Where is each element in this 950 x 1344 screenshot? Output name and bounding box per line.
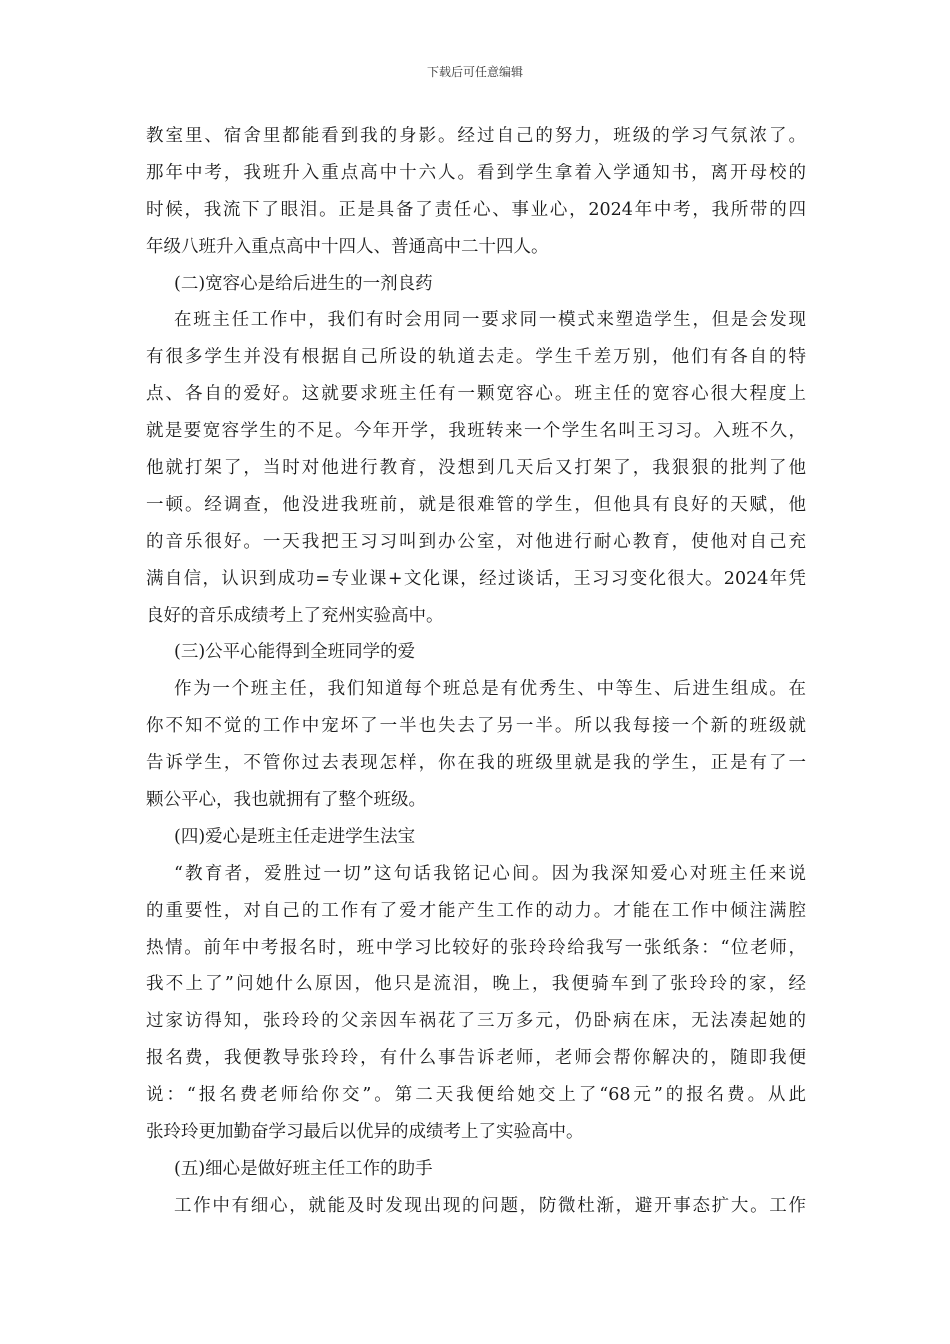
text-line: “教育者，爱胜过一切”这句话我铭记心间。因为我深知爱心对班主任来说 xyxy=(174,863,806,884)
section-heading: (四)爱心是班主任走进学生法宝 xyxy=(174,826,416,847)
text-line: 我不上了”问她什么原因，他只是流泪，晚上，我便骑车到了张玲玲的家，经 xyxy=(146,974,806,995)
text-line: 年级八班升入重点高中十四人、普通高中二十四人。 xyxy=(146,236,549,257)
text-line: 工作中有细心，就能及时发现出现的问题，防微杜渐，避开事态扩大。工作 xyxy=(174,1195,806,1216)
text-line: 张玲玲更加勤奋学习最后以优异的成绩考上了实验高中。 xyxy=(146,1122,584,1143)
text-line: 说：“报名费老师给你交”。第二天我便给她交上了“68元”的报名费。从此 xyxy=(146,1085,806,1106)
text-line: 教室里、宿舍里都能看到我的身影。经过自己的努力，班级的学习气氛浓了。 xyxy=(146,126,806,146)
text-line: 作为一个班主任，我们知道每个班总是有优秀生、中等生、后进生组成。在 xyxy=(174,679,806,700)
text-line: 热情。前年中考报名时，班中学习比较好的张玲玲给我写一张纸条：“位老师， xyxy=(146,937,806,958)
text-line: 有很多学生并没有根据自己所设的轨道去走。学生千差万别，他们有各自的特 xyxy=(146,347,806,368)
text-line: 告诉学生，不管你过去表现怎样，你在我的班级里就是我的学生，正是有了一 xyxy=(146,753,806,774)
text-line: 满自信，认识到成功=专业课+文化课，经过谈话，王习习变化很大。2024年凭 xyxy=(146,568,806,589)
text-line: 他就打架了，当时对他进行教育，没想到几天后又打架了，我狠狠的批判了他 xyxy=(146,458,806,479)
text-line: 那年中考，我班升入重点高中十六人。看到学生拿着入学通知书，离开母校的 xyxy=(146,162,806,183)
section-heading: (五)细心是做好班主任工作的助手 xyxy=(174,1158,433,1179)
text-line: 你不知不觉的工作中宠坏了一半也失去了另一半。所以我每接一个新的班级就 xyxy=(146,716,806,737)
text-line: 时候，我流下了眼泪。正是具备了责任心、事业心，2024年中考，我所带的四 xyxy=(146,199,806,220)
text-line: 在班主任工作中，我们有时会用同一要求同一模式来塑造学生，但是会发现 xyxy=(174,310,806,331)
text-line: 过家访得知，张玲玲的父亲因车祸花了三万多元，仍卧病在床，无法凑起她的 xyxy=(146,1011,806,1032)
page-header-note: 下载后可任意编辑 xyxy=(426,65,523,79)
text-line: 就是要宽容学生的不足。今年开学，我班转来一个学生名叫王习习。入班不久， xyxy=(146,421,806,442)
text-line: 一顿。经调查，他没进我班前，就是很难管的学生，但他具有良好的天赋，他 xyxy=(146,494,806,515)
text-line: 的重要性，对自己的工作有了爱才能产生工作的动力。才能在工作中倾注满腔 xyxy=(146,900,806,921)
text-line: 点、各自的爱好。这就要求班主任有一颗宽容心。班主任的宽容心很大程度上 xyxy=(146,384,806,405)
section-heading: (二)宽容心是给后进生的一剂良药 xyxy=(174,273,433,294)
text-line: 颗公平心，我也就拥有了整个班级。 xyxy=(146,790,426,811)
document-body xyxy=(146,118,806,1225)
text-line: 良好的音乐成绩考上了兖州实验高中。 xyxy=(146,605,444,626)
section-heading: (三)公平心能得到全班同学的爱 xyxy=(174,642,416,663)
text-line: 的音乐很好。一天我把王习习叫到办公室，对他进行耐心教育，使他对自己充 xyxy=(146,531,806,552)
text-line: 报名费，我便教导张玲玲，有什么事告诉老师，老师会帮你解决的，随即我便 xyxy=(146,1048,806,1069)
